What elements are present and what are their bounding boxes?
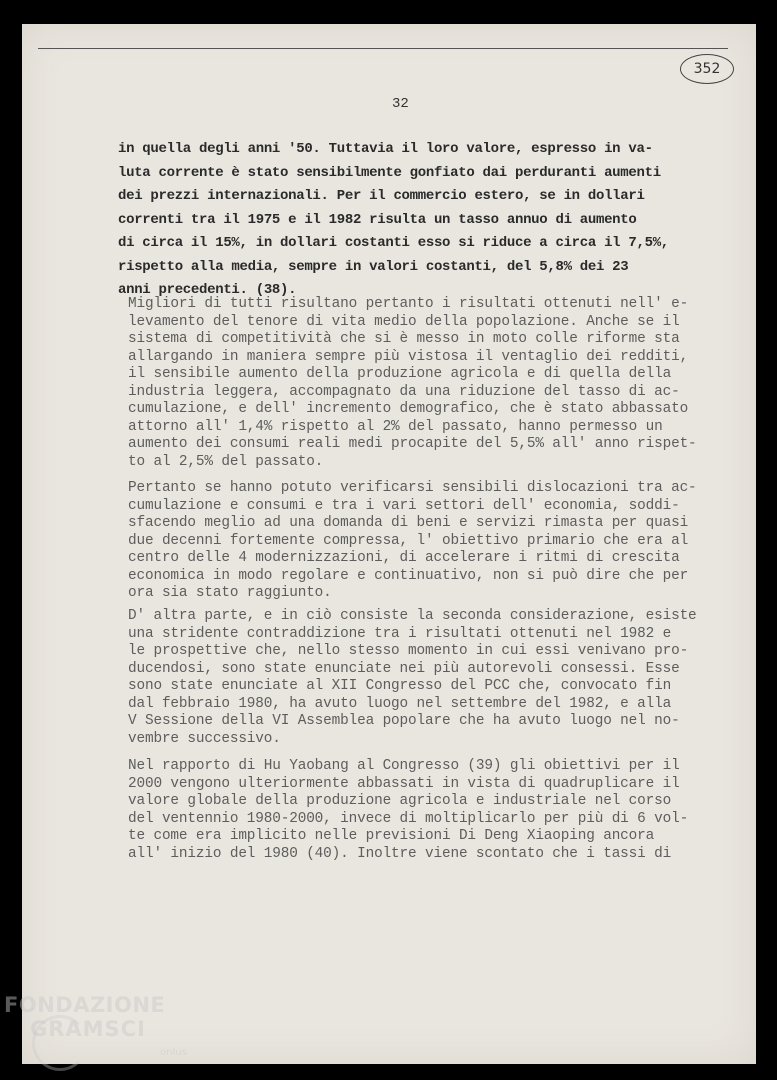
logo-line-1: FONDAZIONE <box>4 993 166 1017</box>
watermark-logo <box>4 993 187 1058</box>
paragraph-2: Migliori di tutti risultano pertanto i risultati ottenuti nell' e- levamento del tenore di vita medio della popolazione. Anche se il sistema di competitività che si è messo in moto colle riforme sta allargando in maniera sempre più vistosa il ventaglio dei redditi, il sensibile aumento della produzione agricola e di quella della industria leggera, accompagnato da una riduzione del tasso di ac- cumulazione, e dell' incremento demografico, che è stato abbassato attorno all' 1,4% rispetto al 2% del passato, hanno permesso un aumento dei consumi reali medi procapite del 5,5% all' anno rispet- to al 2,5% del passato. <box>128 296 697 470</box>
document-page <box>22 24 756 1064</box>
paragraph-4: D' altra parte, e in ciò consiste la seconda considerazione, esiste una stridente contraddizione tra i risultati ottenuti nel 1982 e le prospettive che, nello stesso momento in cui essi venivano pro- ducendosi, sono state enunciate nei più autorevoli consessi. Esse sono state enunciate al XII Congresso del PCC che, convocato fin dal febbraio 1980, ha avuto luogo nel settembre del 1982, e alla V Sessione della VI Assemblea popolare che ha avuto luogo nel no- vembre successivo. <box>128 608 697 747</box>
paragraph-5: Nel rapporto di Hu Yaobang al Congresso (39) gli obiettivi per il 2000 vengono ulteriormente abbassati in vista di quadruplicare il valore globale della produzione agricola e industriale nel corso del ventennio 1980-2000, invece di moltiplicarlo per più di 6 vol- te come era implicito nelle previsioni Di Deng Xiaoping ancora all' inizio del 1980 (40). Inoltre viene scontato che i tassi di <box>128 758 689 862</box>
logo-line-3: onlus <box>160 1047 187 1058</box>
archive-stamp: 352 <box>680 54 734 84</box>
logo-ring-icon <box>32 1015 88 1071</box>
top-rule <box>38 48 728 49</box>
paragraph-3: Pertanto se hanno potuto verificarsi sensibili dislocazioni tra ac- cumulazione e consumi e tra i vari settori dell' economia, soddi- sfacendo meglio ad una domanda di beni e servizi rimasta per quasi due decenni fortemente compressa, l' obiettivo primario che era al centro delle 4 modernizzazioni, di accelerare i ritmi di crescita economica in modo regolare e continuativo, non si può dire che per ora sia stato raggiunto. <box>128 480 697 601</box>
page-number: 32 <box>392 96 409 112</box>
logo-line-2: GRAMSCI <box>30 1017 146 1041</box>
paragraph-1: in quella degli anni '50. Tuttavia il loro valore, espresso in va- luta corrente è stato sensibilmente gonfiato dai perduranti aumenti dei prezzi internazionali. Per il commercio estero, se in dollari correnti tra il 1975 e il 1982 risulta un tasso annuo di aumento di circa il 15%, in dollari costanti esso si riduce a circa il 7,5%, rispetto alla media, sempre in valori costanti, del 5,8% dei 23 anni precedenti. (38). <box>118 141 669 298</box>
